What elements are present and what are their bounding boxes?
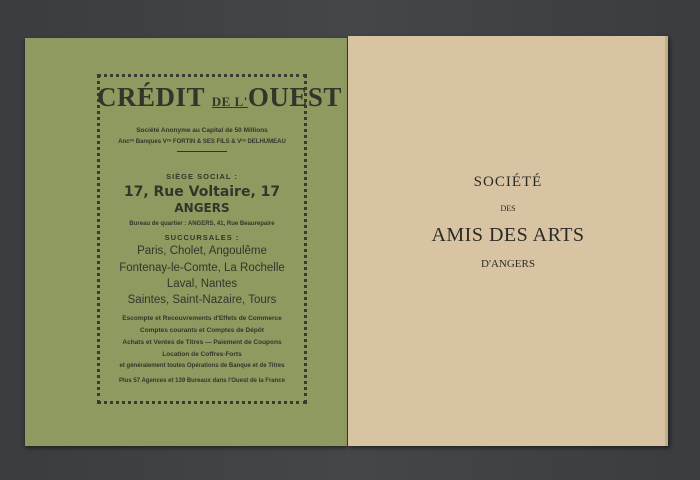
branch-line: Fontenay-le-Comte, La Rochelle	[119, 262, 285, 274]
siege-label: SIÈGE SOCIAL :	[166, 172, 238, 181]
succursales-label: SUCCURSALES :	[164, 233, 240, 242]
branch-line: Laval, Nantes	[166, 278, 238, 290]
title-line-des: DES	[500, 204, 516, 213]
service-line: Comptes courants et Comptes de Dépôt	[140, 327, 264, 334]
branch-line: Saintes, Saint-Nazaire, Tours	[127, 294, 277, 306]
service-line: et généralement toutes Opérations de Banque et de Titres	[119, 363, 285, 369]
footer-text: Plus 57 Agences et 139 Bureaux dans l'Ouest de la France	[119, 378, 285, 384]
service-line: Escompte et Recouvrements d'Effets de Commerce	[122, 315, 282, 322]
title-line-societe: SOCIÉTÉ	[473, 174, 543, 190]
title-line-amis-des-arts: AMIS DES ARTS	[431, 224, 585, 246]
siege-city: ANGERS	[174, 201, 230, 215]
service-line: Location de Coffres-Forts	[162, 351, 242, 358]
title-line-angers: D'ANGERS	[481, 258, 535, 270]
service-line: Achats et Ventes de Titres — Paiement de Coupons	[122, 339, 282, 346]
separator	[177, 151, 227, 152]
former-banks: Ancᵉˢ Banques Vᶜᵉ FORTIN & SES FILS & Vᶜᵉ DELHUMEAU	[118, 139, 286, 145]
left-page-advertisement	[25, 38, 347, 446]
capital-text: Société Anonyme au Capital de 50 Millions	[136, 127, 268, 134]
bureau-text: Bureau de quartier : ANGERS, 41, Rue Beaurepaire	[129, 221, 275, 227]
siege-address: 17, Rue Voltaire, 17	[123, 184, 281, 200]
bank-title: CRÉDIT DE L'OUEST	[97, 82, 342, 112]
branch-line: Paris, Cholet, Angoulême	[137, 245, 267, 257]
